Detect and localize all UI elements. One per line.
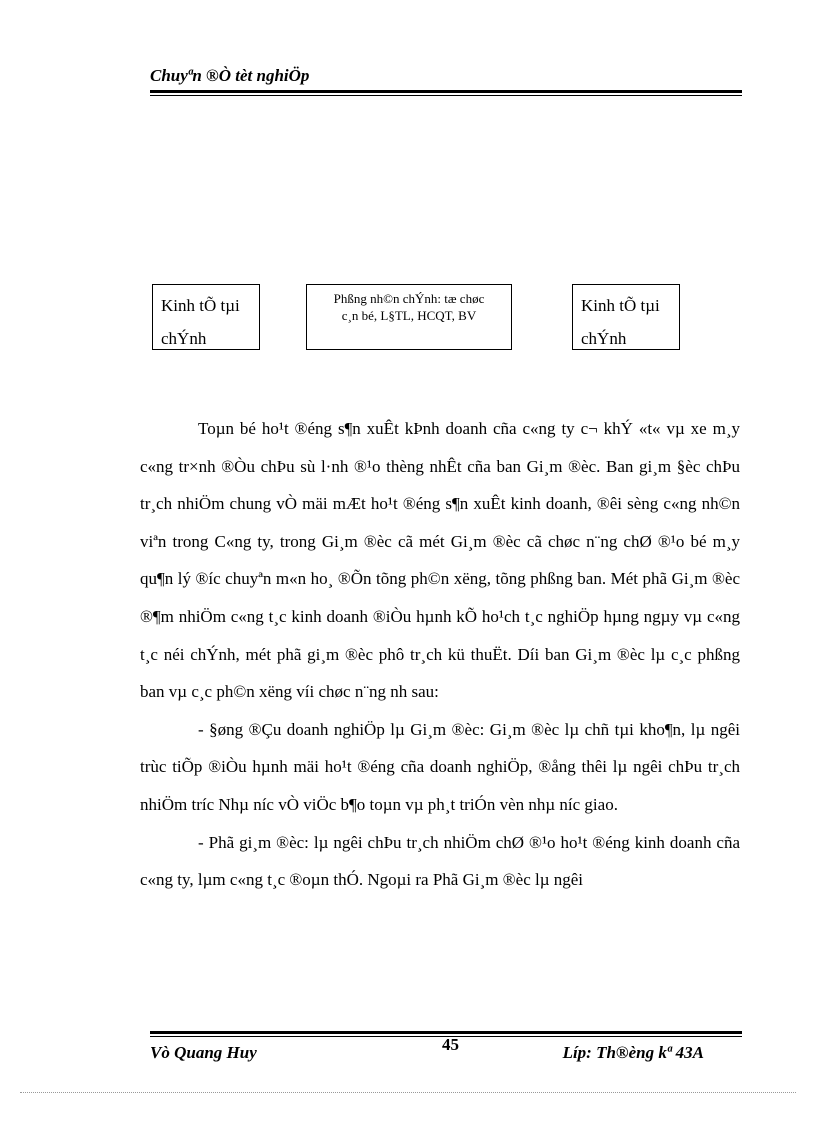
org-box-finance-left [152,284,260,350]
header-rule-thick [150,90,742,93]
paragraph: Toµn bé ho¹t ®éng s¶n xuÊt kÞnh doanh cña c«ng ty c¬ khÝ «t« vµ xe m¸y c«ng tr×nh ®Òu chÞu sù l·nh ®¹o thèng nhÊt cña ban Gi¸m ®èc. Ban gi¸m §èc chÞu tr¸ch nhiÖm chung vÒ mäi mÆt ho¹t ®éng s¶n xuÊt kinh doanh, ®êi sèng c«ng nh©n viªn trong C«ng ty, trong Gi¸m ®èc cã mét Gi¸m ®èc cã chøc n¨ng chØ ®¹o bé m¸y qu¶n lý ®íc chuyªn m«n ho¸ ®Õn tõng ph©n xëng, tõng phßng ban. Mét phã Gi¸m ®èc ®¶m nhiÖm c«ng t¸c kinh doanh ®iÒu hµnh kÕ ho¹ch t¸c nghiÖp hµng ngµy vµ c«ng t¸c néi chÝnh, mét phã gi¸m ®èc phô tr¸ch kü thuËt. Díi ban Gi¸m ®èc lµ c¸c phßng ban vµ c¸c ph©n xëng víi chøc n¨ng nh sau: [140,419,740,702]
org-box-line: Phßng nh©n chÝnh: tæ chøc [333,291,485,306]
footer-rule-thick [150,1031,742,1034]
org-box-line: Kinh tÕ tµi [161,296,240,315]
footer-author: Vò Quang Huy [150,1043,257,1062]
page-edge-divider [20,1092,796,1093]
footer-class: Líp: Th®èng kª 43A [562,1043,704,1062]
paragraph: - §øng ®Çu doanh nghiÖp lµ Gi¸m ®èc: Gi¸m ®èc lµ chñ tµi kho¶n, lµ ngêi trùc tiÕp ®iÒu hµnh mäi ho¹t ®éng cña doanh nghiÖp, ®ång thêi lµ ngêi chÞu tr¸ch nhiÖm tríc Nhµ níc vÒ viÖc b¶o toµn vµ ph¸t triÓn vèn nhµ níc giao. [140,719,740,814]
org-box-line: Kinh tÕ tµi [581,296,660,315]
page-number: 45 [442,1035,459,1054]
org-box-line: c¸n bé, L§TL, HCQT, BV [341,308,477,323]
document-header-title: Chuyªn ®Ò tèt nghiÖp [150,66,310,85]
paragraph: - Phã gi¸m ®èc: lµ ngêi chÞu tr¸ch nhiÖm chØ ®¹o ho¹t ®éng kinh doanh cña c«ng ty, lµm c«ng t¸c ®oµn thÓ. Ngoµi ra Phã Gi¸m ®èc lµ ngêi [140,832,740,890]
org-box-finance-right [572,284,680,350]
header-rule-thin [150,95,742,96]
org-box-line: chÝnh [161,329,207,348]
body-text [140,410,740,899]
org-box-line: chÝnh [581,329,627,348]
org-box-personnel [306,284,512,350]
